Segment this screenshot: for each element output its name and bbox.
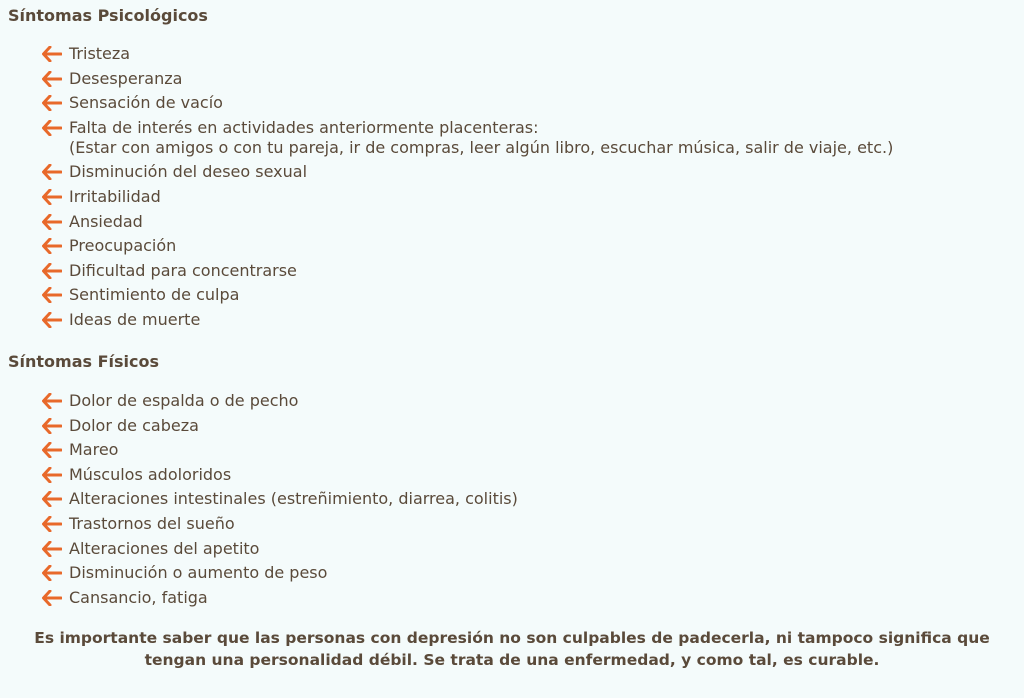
- arrow-left-icon: [42, 393, 62, 409]
- arrow-left-icon: [42, 590, 62, 606]
- closing-statement: [0, 627, 1024, 671]
- arrow-left-icon: [42, 467, 62, 483]
- arrow-left-icon: [42, 287, 62, 303]
- list-item: [42, 285, 893, 305]
- list-item-label: Ansiedad: [69, 211, 143, 231]
- arrow-left-icon: [42, 418, 62, 434]
- arrow-left-icon: [42, 71, 62, 87]
- list-item-label: Sensación de vacío: [69, 93, 223, 113]
- list-item: [42, 391, 518, 411]
- psychological-symptoms-title: Síntomas Psicológicos: [8, 6, 208, 25]
- list-item: [42, 118, 893, 158]
- arrow-left-icon: [42, 214, 62, 230]
- list-item: [42, 310, 893, 330]
- arrow-left-icon: [42, 491, 62, 507]
- list-item-label: Irritabilidad: [69, 186, 161, 206]
- list-item: [42, 93, 893, 113]
- arrow-left-icon: [42, 312, 62, 328]
- list-item-label: Dolor de espalda o de pecho: [69, 391, 299, 410]
- list-item: [42, 162, 893, 182]
- list-item-label: Falta de interés en actividades anteriormente placenteras:: [69, 117, 539, 137]
- list-item-label: Disminución del deseo sexual: [69, 162, 308, 182]
- closing-line-2: tengan una personalidad débil. Se trata de una enfermedad, y como tal, es curable.: [144, 651, 880, 669]
- arrow-left-icon: [42, 263, 62, 279]
- list-item: [42, 69, 893, 89]
- list-item-label: Desesperanza: [69, 68, 183, 88]
- arrow-left-icon: [42, 95, 62, 111]
- list-item-label: Dificultad para concentrarse: [69, 260, 297, 280]
- list-item-label: Músculos adoloridos: [69, 464, 232, 484]
- list-item-label: Alteraciones del apetito: [69, 538, 260, 558]
- list-item-label: Cansancio, fatiga: [69, 587, 208, 607]
- list-item: [42, 489, 518, 509]
- list-item: [42, 261, 893, 281]
- list-item: [42, 236, 893, 256]
- list-item: [42, 212, 893, 232]
- arrow-left-icon: [42, 541, 62, 557]
- physical-symptoms-list: [42, 391, 518, 612]
- list-item: [42, 514, 518, 534]
- list-item-label: Disminución o aumento de peso: [69, 563, 328, 583]
- list-item-note: (Estar con amigos o con tu pareja, ir de compras, leer algún libro, escuchar música, salir de viaje, etc.): [69, 137, 894, 157]
- arrow-left-icon: [42, 164, 62, 180]
- list-item: [42, 440, 518, 460]
- psychological-symptoms-list: [42, 44, 893, 335]
- arrow-left-icon: [42, 442, 62, 458]
- list-item-label: Mareo: [69, 440, 119, 460]
- arrow-left-icon: [42, 565, 62, 581]
- list-item-label: Ideas de muerte: [69, 309, 201, 329]
- closing-line-1: Es importante saber que las personas con depresión no son culpables de padecerla, ni tampoco significa que: [34, 629, 990, 647]
- arrow-left-icon: [42, 189, 62, 205]
- list-item: [42, 44, 893, 64]
- list-item-label: Trastornos del sueño: [69, 513, 235, 533]
- physical-symptoms-title: Síntomas Físicos: [8, 352, 160, 371]
- list-item-label: Sentimiento de culpa: [69, 285, 240, 305]
- list-item-label: Alteraciones intestinales (estreñimiento, diarrea, colitis): [69, 489, 518, 509]
- list-item: [42, 465, 518, 485]
- arrow-left-icon: [42, 238, 62, 254]
- list-item: [42, 563, 518, 583]
- list-item: [42, 416, 518, 436]
- list-item-label: Preocupación: [69, 236, 177, 256]
- list-item-label: Tristeza: [69, 44, 131, 63]
- arrow-left-icon: [42, 46, 62, 62]
- list-item: [42, 187, 893, 207]
- list-item-label: Dolor de cabeza: [69, 415, 199, 435]
- list-item: [42, 539, 518, 559]
- list-item: [42, 588, 518, 608]
- arrow-left-icon: [42, 516, 62, 532]
- arrow-left-icon: [42, 120, 62, 136]
